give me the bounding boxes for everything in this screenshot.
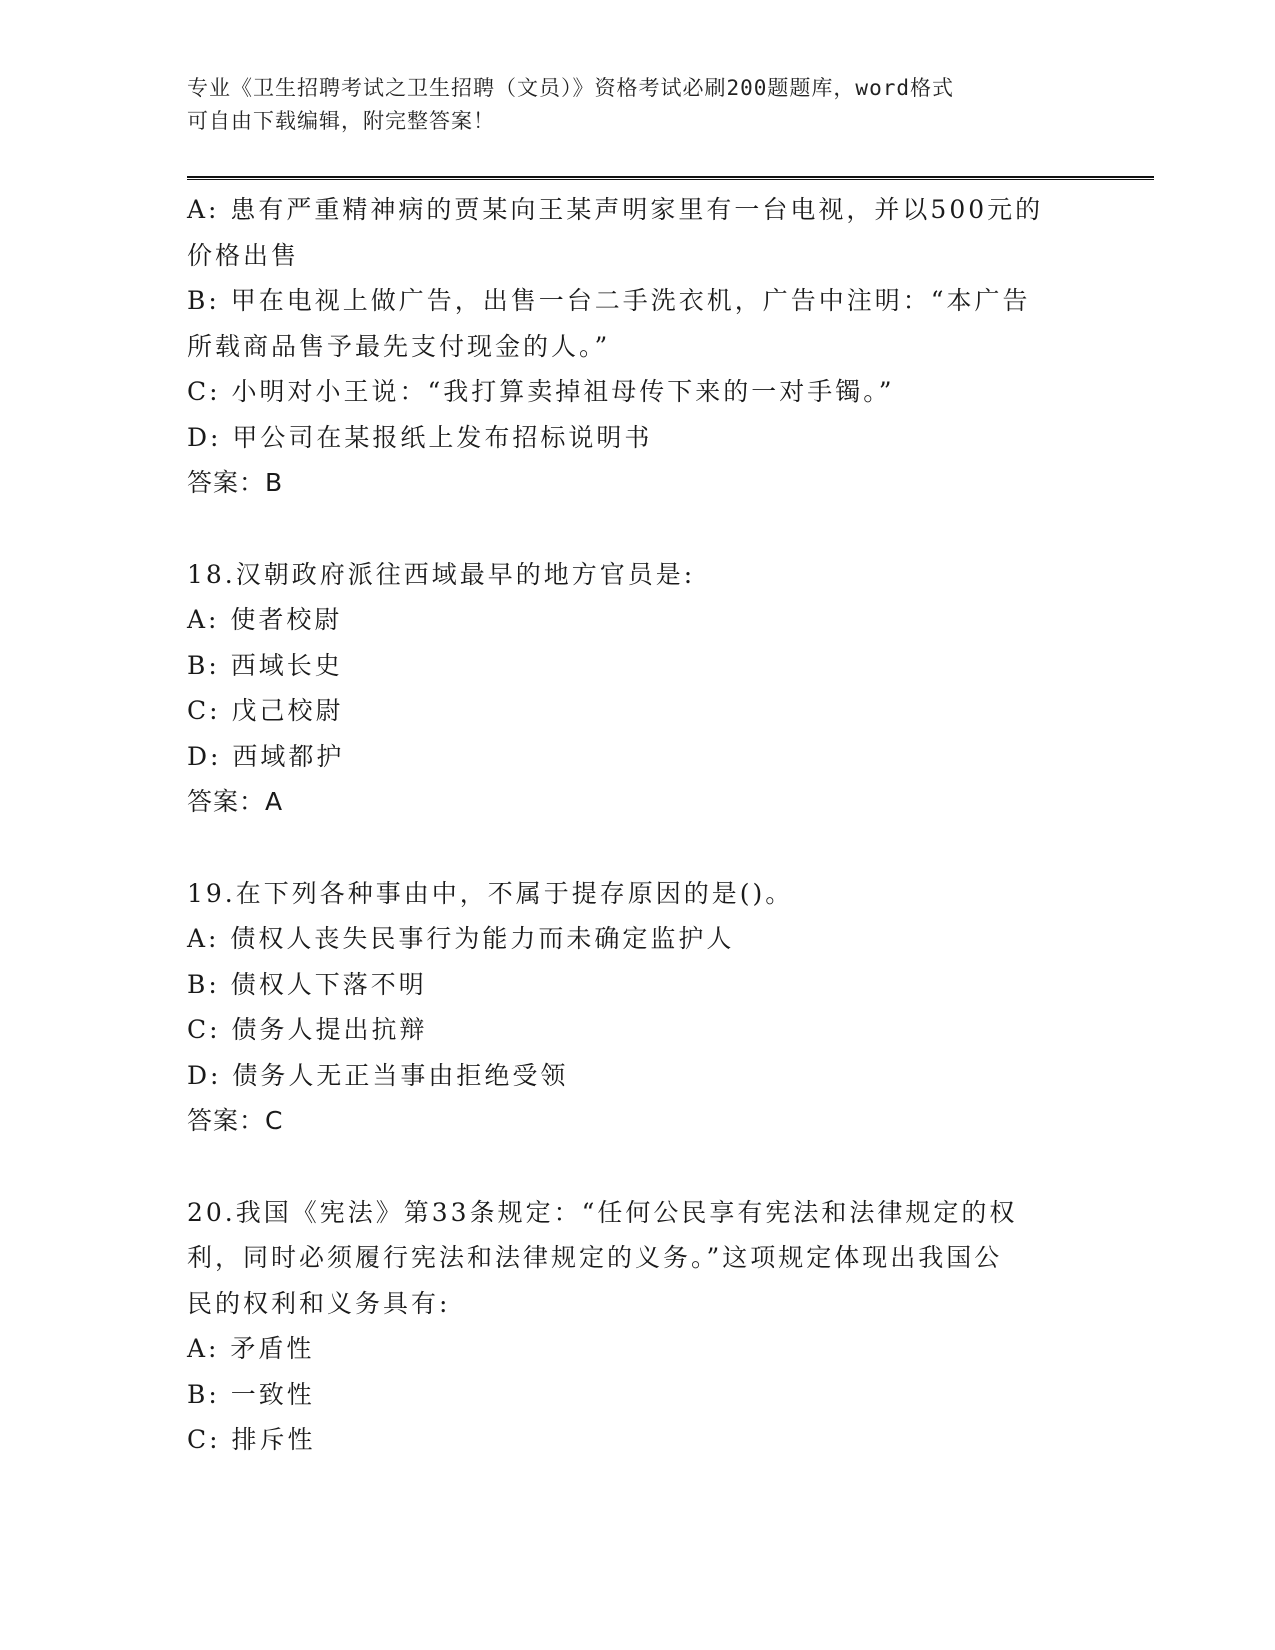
question-18 bbox=[187, 552, 1087, 825]
q17-option-b-line-2: 所载商品售予最先支付现金的人。” bbox=[187, 331, 611, 361]
question-list bbox=[187, 187, 1087, 1463]
q17-answer: 答案：B bbox=[187, 468, 284, 497]
q19-option-d: D: 债务人无正当事由拒绝受领 bbox=[187, 1060, 569, 1090]
spacer bbox=[187, 825, 1087, 871]
q18-option-c: C: 戊己校尉 bbox=[187, 696, 344, 725]
q19-option-c: C: 债务人提出抗辩 bbox=[187, 1015, 428, 1044]
q19-question: 19.在下列各种事由中，不属于提存原因的是()。 bbox=[187, 878, 794, 908]
header-title-line-1: 专业《卫生招聘考试之卫生招聘（文员）》资格考试必刷200题题库，word格式 bbox=[187, 76, 954, 100]
document-header bbox=[187, 72, 1067, 138]
q20-option-c: C: 排斥性 bbox=[187, 1425, 316, 1454]
q18-answer: 答案：A bbox=[187, 787, 284, 816]
q19-option-b: B: 债权人下落不明 bbox=[187, 969, 427, 999]
q19-answer: 答案：C bbox=[187, 1106, 284, 1135]
q20-question-line-3: 民的权利和义务具有: bbox=[187, 1288, 451, 1318]
q17-option-c: C: 小明对小王说：“我打算卖掉祖母传下来的一对手镯。” bbox=[187, 377, 895, 406]
q20-option-a: A: 矛盾性 bbox=[187, 1334, 315, 1363]
spacer bbox=[187, 506, 1087, 552]
question-19 bbox=[187, 871, 1087, 1144]
q17-option-d: D: 甲公司在某报纸上发布招标说明书 bbox=[187, 422, 653, 452]
q17-option-b-line-1: B: 甲在电视上做广告，出售一台二手洗衣机，广告中注明：“本广告 bbox=[187, 286, 1031, 315]
question-20 bbox=[187, 1190, 1087, 1463]
q20-question-line-2: 利，同时必须履行宪法和法律规定的义务。”这项规定体现出我国公 bbox=[187, 1243, 1003, 1272]
q17-option-a-line-2: 价格出售 bbox=[187, 240, 300, 270]
question-17 bbox=[187, 187, 1087, 506]
header-divider bbox=[187, 176, 1154, 180]
q18-question: 18.汉朝政府派往西域最早的地方官员是: bbox=[187, 559, 696, 589]
q18-option-d: D: 西域都护 bbox=[187, 741, 345, 771]
q17-option-a-line-1: A: 患有严重精神病的贾某向王某声明家里有一台电视，并以500元的 bbox=[187, 195, 1044, 224]
spacer bbox=[187, 1144, 1087, 1190]
q19-option-a: A: 债权人丧失民事行为能力而未确定监护人 bbox=[187, 924, 735, 953]
q20-option-b: B: 一致性 bbox=[187, 1379, 315, 1409]
header-title-line-2: 可自由下载编辑，附完整答案！ bbox=[187, 109, 495, 133]
q20-question-line-1: 20.我国《宪法》第33条规定：“任何公民享有宪法和法律规定的权 bbox=[187, 1197, 1018, 1227]
q18-option-b: B: 西域长史 bbox=[187, 650, 343, 680]
q18-option-a: A: 使者校尉 bbox=[187, 605, 343, 634]
